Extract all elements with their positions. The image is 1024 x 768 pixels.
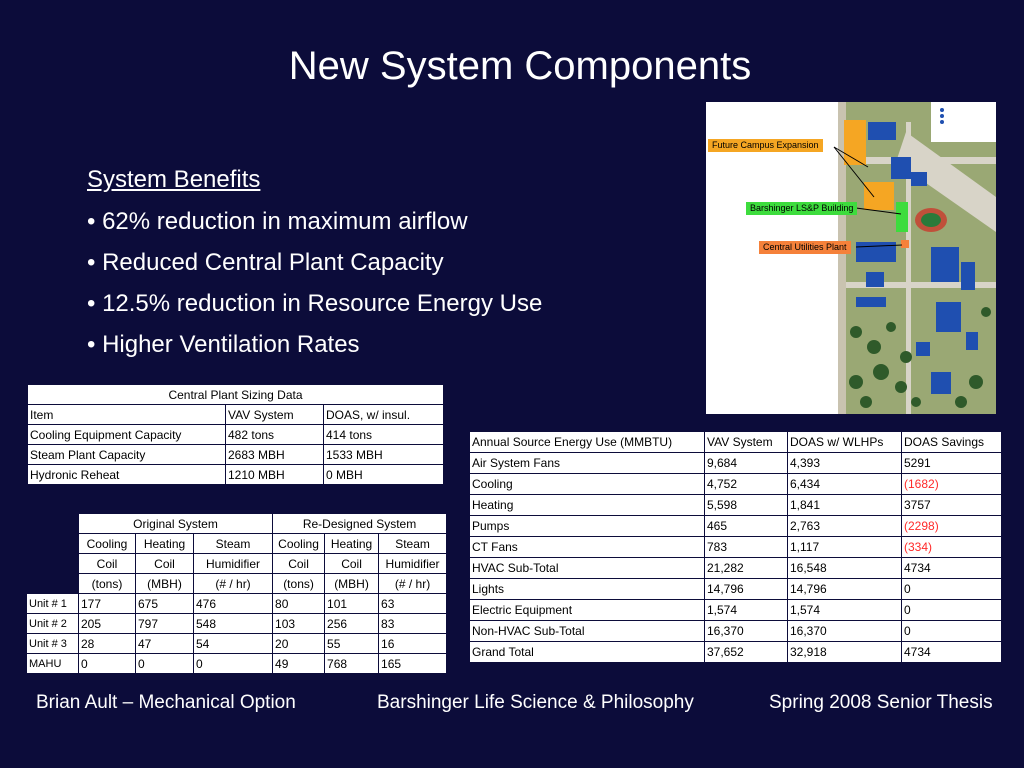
table-cell: 3757 (902, 495, 1002, 516)
table-cell: 5291 (902, 453, 1002, 474)
column-header: Annual Source Energy Use (MMBTU) (470, 432, 705, 453)
annual-energy-table (469, 431, 1002, 663)
table-cell: 54 (194, 634, 273, 654)
table-row (470, 642, 1002, 663)
table-row (27, 634, 447, 654)
table-cell: 32,918 (788, 642, 902, 663)
benefit-item: • Reduced Central Plant Capacity (87, 249, 444, 276)
row-label: MAHU (27, 654, 79, 674)
table-cell: 1,841 (788, 495, 902, 516)
table-cell: 0 MBH (324, 465, 444, 485)
table-header-row (28, 405, 444, 425)
unit-cell: (MBH) (136, 574, 194, 594)
table-cell: 9,684 (705, 453, 788, 474)
table-cell: 14,796 (788, 579, 902, 600)
table-row (470, 453, 1002, 474)
table-cell: 1,574 (705, 600, 788, 621)
table-cell: 783 (705, 537, 788, 558)
table-cell: 414 tons (324, 425, 444, 445)
table-cell: 1,117 (788, 537, 902, 558)
table-cell: 476 (194, 594, 273, 614)
table-cell: Steam Plant Capacity (28, 445, 226, 465)
table-cell: 5,598 (705, 495, 788, 516)
table-cell: 63 (379, 594, 447, 614)
table-cell: 14,796 (705, 579, 788, 600)
row-label: Cooling (470, 474, 705, 495)
benefit-item: • 62% reduction in maximum airflow (87, 208, 468, 235)
unit-comparison-table (26, 513, 447, 674)
table-row (28, 445, 444, 465)
footer-thesis: Spring 2008 Senior Thesis (769, 692, 993, 713)
table-cell: 83 (379, 614, 447, 634)
table-cell: 768 (325, 654, 379, 674)
subheader-cell: Steam (379, 534, 447, 554)
table-cell: 797 (136, 614, 194, 634)
table-cell: 482 tons (226, 425, 324, 445)
footer-building: Barshinger Life Science & Philosophy (377, 692, 694, 713)
table-cell: 80 (273, 594, 325, 614)
table-cell: 465 (705, 516, 788, 537)
unit-cell: (# / hr) (379, 574, 447, 594)
unit-cell: (MBH) (325, 574, 379, 594)
table-cell: 205 (79, 614, 136, 634)
subheader-cell: Coil (273, 554, 325, 574)
subheader-cell: Heating (325, 534, 379, 554)
energy-table-body (470, 453, 1002, 663)
table-cell: 37,652 (705, 642, 788, 663)
table-cell: 1533 MBH (324, 445, 444, 465)
table-cell: (334) (902, 537, 1002, 558)
table-cell: 1,574 (788, 600, 902, 621)
table-cell: 16,370 (705, 621, 788, 642)
row-label: Electric Equipment (470, 600, 705, 621)
table-cell: 4734 (902, 642, 1002, 663)
row-label: Unit # 1 (27, 594, 79, 614)
table-cell: 4734 (902, 558, 1002, 579)
column-header: DOAS Savings (902, 432, 1002, 453)
unit-cell: (tons) (79, 574, 136, 594)
table-header-row (470, 432, 1002, 453)
footer-author: Brian Ault – Mechanical Option (36, 692, 296, 713)
row-label: Grand Total (470, 642, 705, 663)
group-header-redesigned: Re-Designed System (273, 514, 447, 534)
table-row (470, 579, 1002, 600)
unit-cell: (# / hr) (194, 574, 273, 594)
column-header: DOAS w/ WLHPs (788, 432, 902, 453)
subheader-cell: Coil (79, 554, 136, 574)
row-label: Heating (470, 495, 705, 516)
row-label: Unit # 2 (27, 614, 79, 634)
table-row (27, 614, 447, 634)
map-label-future-expansion: Future Campus Expansion (708, 139, 823, 152)
benefit-item: • Higher Ventilation Rates (87, 331, 360, 358)
table-cell: 103 (273, 614, 325, 634)
subheader-cell: Cooling (79, 534, 136, 554)
table-cell: 49 (273, 654, 325, 674)
table-cell: 16,370 (788, 621, 902, 642)
table-cell: 548 (194, 614, 273, 634)
table-cell: 4,393 (788, 453, 902, 474)
table-cell: 55 (325, 634, 379, 654)
row-label: Pumps (470, 516, 705, 537)
table-row (470, 474, 1002, 495)
subheader-cell: Heating (136, 534, 194, 554)
table-row (470, 495, 1002, 516)
table-cell: 2683 MBH (226, 445, 324, 465)
table-row (470, 558, 1002, 579)
table-cell: (1682) (902, 474, 1002, 495)
table-row (470, 516, 1002, 537)
table-cell: 21,282 (705, 558, 788, 579)
blank-cell (27, 534, 79, 554)
table-cell: 20 (273, 634, 325, 654)
blank-cell (27, 514, 79, 534)
row-label: Unit # 3 (27, 634, 79, 654)
group-header-original: Original System (79, 514, 273, 534)
table-row (28, 465, 444, 485)
table-cell: 47 (136, 634, 194, 654)
table-cell: 6,434 (788, 474, 902, 495)
subheader-cell: Cooling (273, 534, 325, 554)
subheader-cell: Coil (136, 554, 194, 574)
row-label: CT Fans (470, 537, 705, 558)
table-cell: 16 (379, 634, 447, 654)
column-header: VAV System (705, 432, 788, 453)
column-header: Item (28, 405, 226, 425)
slide-title: New System Components (288, 44, 752, 88)
table-cell: 0 (902, 600, 1002, 621)
row-label: Air System Fans (470, 453, 705, 474)
map-label-barshinger-building: Barshinger LS&P Building (746, 202, 857, 215)
table-row (470, 537, 1002, 558)
benefits-list (87, 165, 542, 371)
table-cell: 165 (379, 654, 447, 674)
table-cell: 0 (902, 621, 1002, 642)
table-cell: (2298) (902, 516, 1002, 537)
subheader-cell: Humidifier (194, 554, 273, 574)
table-cell: 101 (325, 594, 379, 614)
campus-map (706, 102, 996, 414)
table-cell: 28 (79, 634, 136, 654)
table-cell: 0 (194, 654, 273, 674)
central-plant-sizing-table (27, 384, 444, 485)
blank-cell (27, 554, 79, 574)
table-cell: Hydronic Reheat (28, 465, 226, 485)
table-row (470, 600, 1002, 621)
table-cell: 256 (325, 614, 379, 634)
table-title: Central Plant Sizing Data (28, 385, 444, 405)
row-label: Non-HVAC Sub-Total (470, 621, 705, 642)
table-cell: 0 (902, 579, 1002, 600)
subheader-cell: Coil (325, 554, 379, 574)
table-cell: 2,763 (788, 516, 902, 537)
table-cell: 177 (79, 594, 136, 614)
row-label: Lights (470, 579, 705, 600)
subheader-cell: Humidifier (379, 554, 447, 574)
row-label: HVAC Sub-Total (470, 558, 705, 579)
map-label-central-utilities: Central Utilities Plant (759, 241, 851, 254)
column-header: VAV System (226, 405, 324, 425)
blank-cell (27, 574, 79, 594)
table-row (27, 594, 447, 614)
table-cell: Cooling Equipment Capacity (28, 425, 226, 445)
unit-cell: (tons) (273, 574, 325, 594)
table-row (470, 621, 1002, 642)
table-row (27, 654, 447, 674)
table-cell: 0 (136, 654, 194, 674)
benefit-item: • 12.5% reduction in Resource Energy Use (87, 290, 543, 317)
table-cell: 0 (79, 654, 136, 674)
column-header: DOAS, w/ insul. (324, 405, 444, 425)
table-row (28, 425, 444, 445)
table-cell: 16,548 (788, 558, 902, 579)
table-cell: 1210 MBH (226, 465, 324, 485)
table-cell: 675 (136, 594, 194, 614)
table-cell: 4,752 (705, 474, 788, 495)
subheader-cell: Steam (194, 534, 273, 554)
benefits-heading: System Benefits (87, 166, 261, 193)
